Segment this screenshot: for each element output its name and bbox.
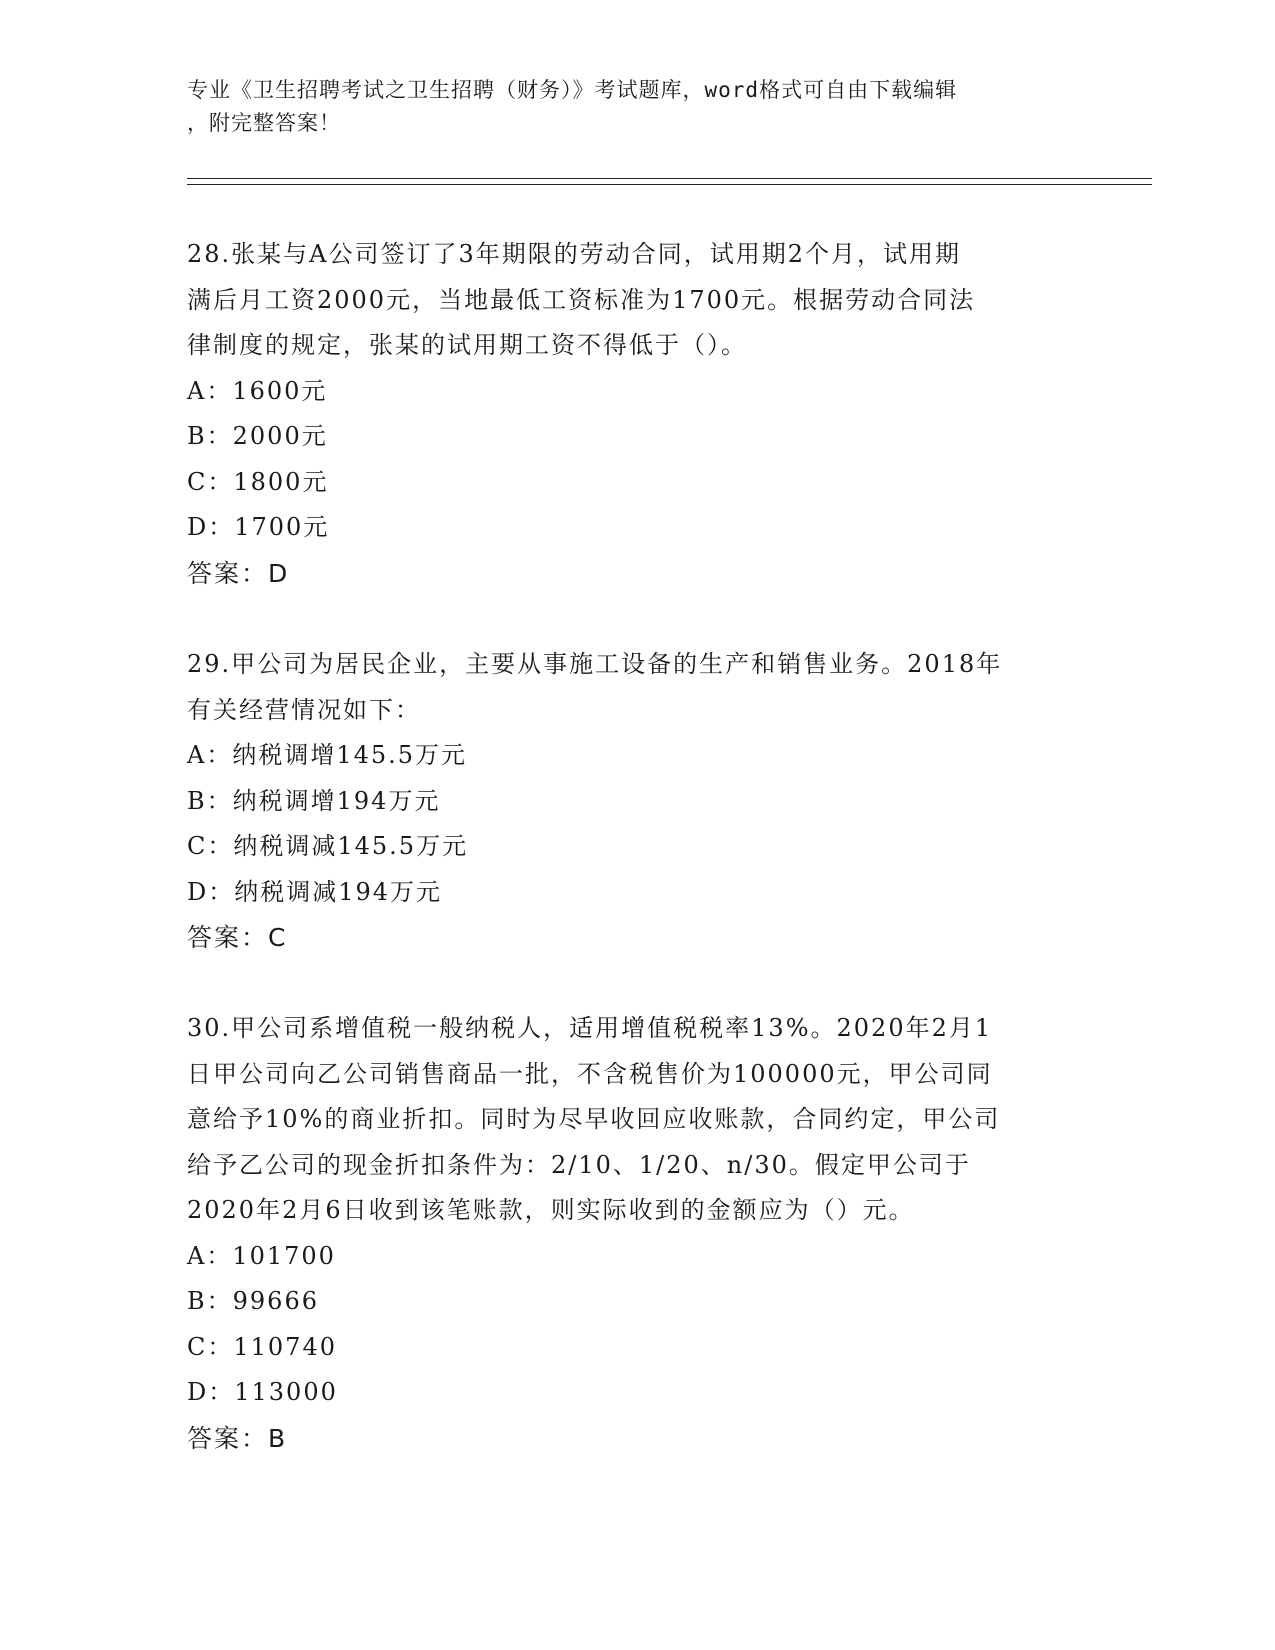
stem-line: 2020年2月6日收到该笔账款，则实际收到的金额应为（）元。 [187,1196,915,1224]
document-header [187,74,1067,140]
option-c: C：1800元 [187,467,329,496]
option-c: C：纳税调减145.5万元 [187,832,469,860]
stem-line: 意给予10%的商业折扣。同时为尽早收回应收账款，合同约定，甲公司 [187,1105,1001,1133]
question-stem [187,642,1087,733]
option-b: B：99666 [187,1287,319,1315]
answer-value: C [268,923,288,952]
stem-line: 日甲公司向乙公司销售商品一批，不含税售价为100000元，甲公司同 [187,1059,993,1088]
question-29 [187,642,1087,961]
header-line-2: ，附完整答案！ [187,111,341,135]
stem-line: 满后月工资2000元，当地最低工资标准为1700元。根据劳动合同法 [187,285,976,314]
stem-line: 有关经营情况如下： [187,695,421,724]
stem-line: 29.甲公司为居民企业，主要从事施工设备的生产和销售业务。2018年 [187,650,1003,678]
stem-line: 给予乙公司的现金折扣条件为：2/10、1/20、n/30。假定甲公司于 [187,1150,971,1179]
question-stem [187,232,1087,369]
answer-line [187,915,1087,961]
option-a: A：101700 [187,1241,336,1270]
stem-line: 28.张某与A公司签订了3年期限的劳动合同，试用期2个月，试用期 [187,240,962,268]
answer-label: 答案： [187,558,269,588]
stem-line: 律制度的规定，张某的试用期工资不得低于（）。 [187,331,747,359]
answer-line [187,1416,1087,1462]
header-divider-top [187,178,1152,179]
header-line-1: 专业《卫生招聘考试之卫生招聘（财务）》考试题库，word格式可自由下载编辑 [187,78,958,102]
answer-label: 答案： [187,923,269,952]
question-28 [187,232,1087,596]
option-c: C：110740 [187,1332,337,1361]
option-d: D：纳税调减194万元 [187,877,443,906]
option-a: A：1600元 [187,376,328,405]
question-stem [187,1006,1087,1234]
option-a: A：纳税调增145.5万元 [187,741,468,769]
answer-line [187,551,1087,597]
option-d: D：113000 [187,1378,338,1406]
question-30 [187,1006,1087,1461]
answer-label: 答案： [187,1423,269,1453]
option-d: D：1700元 [187,513,330,541]
option-b: B：2000元 [187,422,328,450]
answer-value: D [268,558,290,588]
header-divider-bottom [187,184,1152,185]
answer-value: B [268,1423,288,1453]
option-b: B：纳税调增194万元 [187,786,441,815]
stem-line: 30.甲公司系增值税一般纳税人，适用增值税税率13%。2020年2月1 [187,1014,993,1042]
